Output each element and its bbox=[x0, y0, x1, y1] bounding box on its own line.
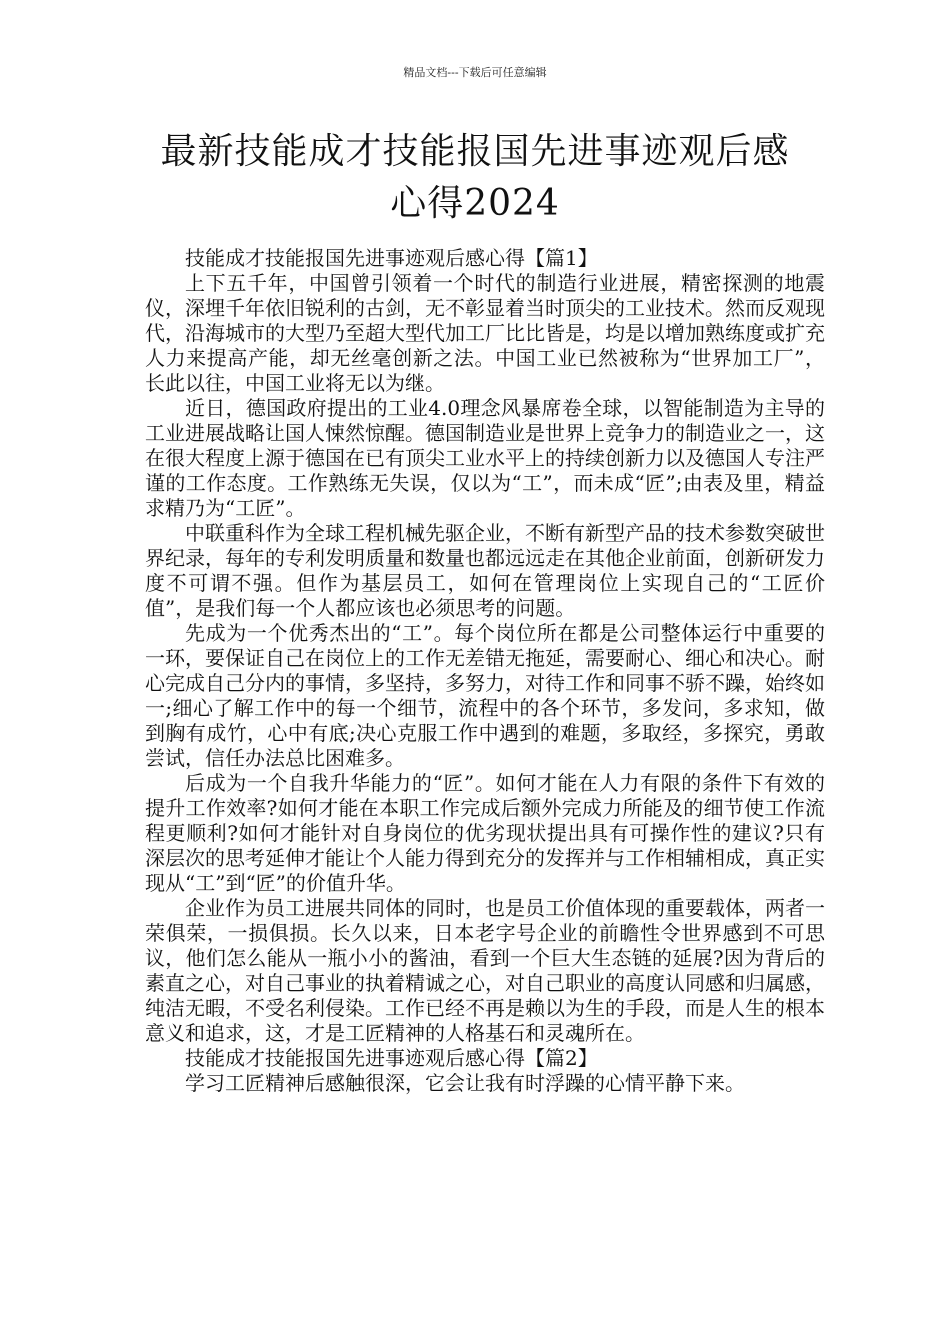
paragraph: 上下五千年，中国曾引领着一个时代的制造行业进展，精密探测的地震仪，深埋千年依旧锐利的古剑，无不彰显着当时顶尖的工业技术。然而反观现代，沿海城市的大型乃至超大型代加工厂比比皆是，均是以增加熟练度或扩充人力来提高产能，却无丝毫创新之法。中国工业已然被称为“世界加工厂”，长此以往，中国工业将无以为继。 bbox=[145, 271, 825, 395]
document-title: 最新技能成才技能报国先进事迹观后感心得2024 bbox=[160, 131, 790, 224]
section-heading-2: 技能成才技能报国先进事迹观后感心得【篇2】 bbox=[185, 1046, 598, 1070]
section-heading-1: 技能成才技能报国先进事迹观后感心得【篇1】 bbox=[185, 246, 598, 270]
paragraph: 近日，德国政府提出的工业4.0理念风暴席卷全球，以智能制造为主导的工业进展战略让国人悚然惊醒。德国制造业是世界上竞争力的制造业之一，这在很大程度上源于德国在已有顶尖工业水平上的持续创新力以及德国人专注严谨的工作态度。工作熟练无失误，仅以为“工”，而未成“匠”;由表及里，精益求精乃为“工匠”。 bbox=[145, 396, 825, 520]
paragraph: 中联重科作为全球工程机械先驱企业，不断有新型产品的技术参数突破世界纪录，每年的专利发明质量和数量也都远远走在其他企业前面，创新研发力度不可谓不强。但作为基层员工，如何在管理岗位上实现自己的“工匠价值”，是我们每一个人都应该也必须思考的问题。 bbox=[145, 521, 825, 620]
paragraph: 后成为一个自我升华能力的“匠”。如何才能在人力有限的条件下有效的提升工作效率?如何才能在本职工作完成后额外完成力所能及的细节使工作流程更顺利?如何才能针对自身岗位的优劣现状提出具有可操作性的建议?只有深层次的思考延伸才能让个人能力得到充分的发挥并与工作相辅相成，真正实现从“工”到“匠”的价值升华。 bbox=[145, 771, 825, 895]
paragraph: 企业作为员工进展共同体的同时，也是员工价值体现的重要载体，两者一荣俱荣，一损俱损。长久以来，日本老字号企业的前瞻性令世界感到不可思议，他们怎么能从一瓶小小的酱油，看到一个巨大生态链的延展?因为背后的素直之心，对自己事业的执着精诚之心，对自己职业的高度认同感和归属感，纯洁无暇，不受名利侵染。工作已经不再是赖以为生的手段，而是人生的根本意义和追求，这，才是工匠精神的人格基石和灵魂所在。 bbox=[145, 896, 825, 1045]
paragraph: 先成为一个优秀杰出的“工”。每个岗位所在都是公司整体运行中重要的一环，要保证自己在岗位上的工作无差错无拖延，需要耐心、细心和决心。耐心完成自己分内的事情，多坚持，多努力，对待工作和同事不骄不躁，始终如一;细心了解工作中的每一个细节，流程中的各个环节，多发问，多求知，做到胸有成竹，心中有底;决心克服工作中遇到的难题，多取经，多探究，勇敢尝试，信任办法总比困难多。 bbox=[145, 621, 825, 770]
paragraph: 学习工匠精神后感触很深，它会让我有时浮躁的心情平静下来。 bbox=[185, 1071, 745, 1095]
header-note: 精品文档---下载后可任意编辑 bbox=[403, 66, 547, 79]
document-body bbox=[145, 246, 825, 1096]
